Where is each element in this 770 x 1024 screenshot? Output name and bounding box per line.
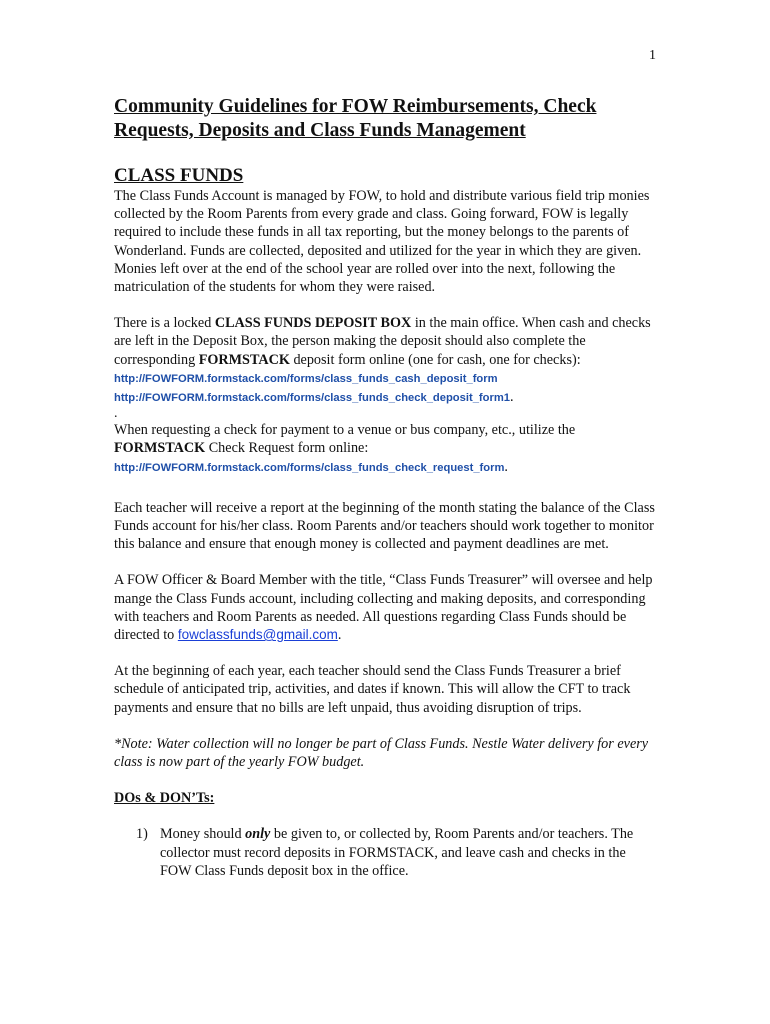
deposit-box-emphasis: CLASS FUNDS DEPOSIT BOX	[214, 315, 412, 332]
paragraph-deposit-box	[114, 314, 659, 407]
dos-donts-list	[114, 825, 659, 880]
paragraph-schedule: At the beginning of each year, each teacher should send the Class Funds Treasurer a brief schedule of anticipated trip, activities, and dates if known. This will allow the CFT to track payments and ensure that no bills are left unpaid, thus avoiding disruption of trips.	[114, 663, 631, 716]
check-request-text-2: Check Request form online:	[205, 440, 369, 457]
list-item	[114, 825, 659, 880]
paragraph-treasurer	[114, 571, 659, 644]
paragraph-monthly-report: Each teacher will receive a report at the beginning of the month stating the balance of the Class Funds account for his/her class. Room Parents and/or teachers should work together to monitor this balance and ensure that enough money is collected and payment deadlines are met.	[114, 499, 655, 553]
deposit-text-2: in the main office. When cash and checks are left in the Deposit Box, the person making the deposit should also complete the corresponding	[114, 315, 651, 368]
paragraph-check-request	[114, 421, 659, 477]
page-number: 1	[649, 48, 656, 63]
treasurer-text: A FOW Officer & Board Member with the title, “Class Funds Treasurer” will oversee and help mange the Class Funds account, including collecting and making deposits, and corresponding with teachers and Room Parents as needed. All questions regarding Class Funds should be directed to	[114, 572, 653, 644]
check-request-text-1: When requesting a check for payment to a venue or bus company, etc., utilize the	[114, 422, 576, 439]
document-title: Community Guidelines for FOW Reimbursements, Check Requests, Deposits and Class Funds Management	[114, 96, 597, 141]
treasurer-end: .	[337, 627, 342, 644]
dos-donts-heading: DOs & DON’Ts:	[114, 790, 215, 807]
list-item-emphasis: only	[245, 826, 271, 843]
request-link-period: .	[504, 458, 508, 475]
stray-dot: .	[114, 406, 118, 422]
section-heading-class-funds: CLASS FUNDS	[114, 165, 244, 186]
class-funds-email-link[interactable]: fowclassfunds@gmail.com	[177, 627, 338, 643]
check-request-form-link[interactable]: http://FOWFORM.formstack.com/forms/class_funds_check_request_form	[114, 461, 505, 474]
deposit-text-1: There is a locked	[114, 315, 215, 332]
water-collection-note: *Note: Water collection will no longer be part of Class Funds. Nestle Water delivery for every class is now part of the yearly FOW budget.	[114, 735, 649, 771]
document-body	[114, 95, 659, 880]
list-item-text-2: be given to, or collected by, Room Parents and/or teachers. The collector must record deposits in FORMSTACK, and leave cash and checks in the FOW Class Funds deposit box in the office.	[160, 826, 634, 879]
list-item-text-1: Money should	[160, 826, 246, 843]
formstack-emphasis-1: FORMSTACK	[198, 351, 290, 368]
paragraph-class-funds-intro: The Class Funds Account is managed by FOW, to hold and distribute various field trip monies collected by the Room Parents from every grade and class. Going forward, FOW is legally required to include these funds in all tax reporting, but the money belongs to the parents of Wonderland. Funds are collected, deposited and utilized for the year in which they are given. Monies left over at the end of the school year are rolled over into the next, following the matriculation of the students for whom they were raised.	[114, 188, 650, 296]
deposit-text-3: deposit form online (one for cash, one for checks):	[289, 351, 581, 368]
formstack-emphasis-2: FORMSTACK	[114, 440, 206, 457]
check-deposit-form-link[interactable]: http://FOWFORM.formstack.com/forms/class_funds_check_deposit_form1	[114, 392, 510, 405]
cash-deposit-form-link[interactable]: http://FOWFORM.formstack.com/forms/class_funds_cash_deposit_form	[114, 372, 498, 385]
list-item-number: 1)	[136, 826, 148, 843]
link-period: .	[510, 389, 514, 406]
